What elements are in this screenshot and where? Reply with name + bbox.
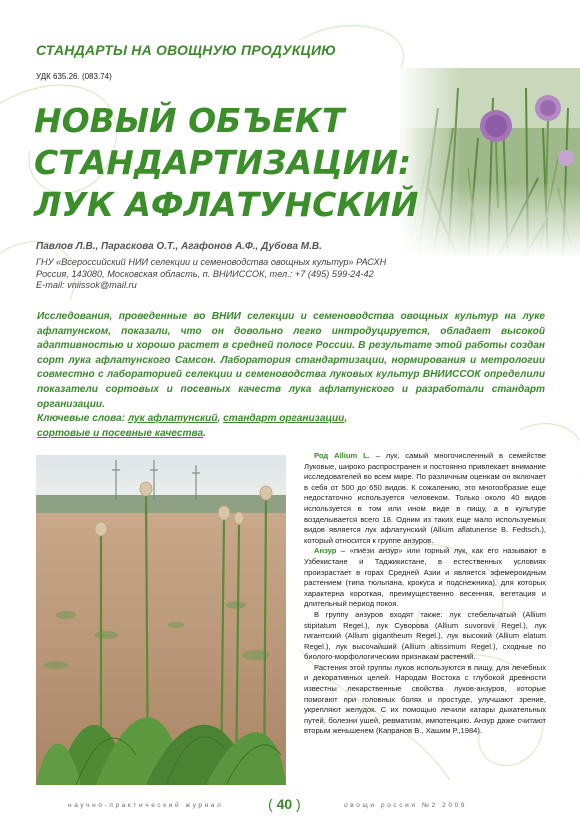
article-body [304, 451, 546, 737]
keywords-line [37, 412, 545, 441]
title-line-2: СТАНДАРТИЗАЦИИ: [34, 143, 412, 182]
page-number-value: 40 [276, 796, 293, 812]
section-label: СТАНДАРТЫ НА ОВОЩНУЮ ПРОДУКЦИЮ [36, 42, 337, 58]
keyword-2[interactable]: стандарт организации [223, 413, 345, 425]
affiliation-block [36, 257, 386, 292]
keyword-1[interactable]: лук афлатунский [127, 413, 218, 425]
abstract-text: Исследования, проведенные во ВНИИ селекции и семеноводства овощных культур на луке афлатунском, показали, что он довольно легко интродуцируется, обладает высокой адаптивностью и хорошо растет в средней полосе России. В результате этой работы создан сорт лука афлатунского Самсон. Лаборатория стандартизации, нормирования и метрологии совместно с лабораторией селекции и семеноводства луковых культур ВНИИССОК определили показатели сортовых и посевных качеств лука афлатунского и разработали стандарт организации. [37, 311, 545, 410]
keyword-separator-1: , [217, 413, 224, 425]
article-title [34, 100, 454, 226]
allium-field-illustration [36, 455, 286, 785]
affiliation-email[interactable]: E-mail: vniissok@mail.ru [36, 280, 137, 290]
keywords-label: Ключевые слова: [37, 413, 126, 425]
page-number [268, 796, 301, 812]
paragraph-4: Растения этой группы луков используются в пищу, для лечебных и декоративных целей. Народам Востока с глубокой древности известны лекарственные свойства луков-анзуров, которые помогают при головных болях и простуде, улучшают зрение, укрепляют желудок. С их помощью лечили катары дыхательных путей, болезни ушей, ревматизм, импотенцию. Анзур даже считают вторым женьшенем (Капранов В., Хашим Р.,1984). [304, 662, 546, 736]
affiliation-institute: ГНУ «Всероссийский НИИ селекции и семеноводства овощных культур» РАСХН [36, 257, 387, 267]
title-line-3: ЛУК АФЛАТУНСКИЙ [34, 185, 419, 224]
paragraph-3: В группу анзуров входят также: лук стебельчатый (Allium stipitatum Regel.), лук Суворова (Allium suvorovii Regel.), лук гигантский (Allium gigantheum Regel.), лук высокий (Allium elatum Regel.), лук высочайший (Allium altissimum Regel.), сходные по биолого-морфологическим признакам растений. [304, 609, 546, 662]
keyword-separator-2: , [344, 413, 348, 425]
affiliation-address: Россия, 143080, Московская область, п. ВНИИССОК, тел.: +7 (495) 599-24-42 [36, 268, 374, 279]
paragraph-1-text: – лук, самый многочисленный в семействе Луковые, широко распространен и постоянно привлекает внимание исследователей во всем мире. По различным оценкам он включает в себя от 500 до 650 видов. К сожалению, это многообразие еще недостаточно используется человеком. Только около 40 видов используется в том или ином виде в пищу, а в культуре возделывается всего 18. Одним из таких еще мало используемых видов является лук афлатунский (Allium aflatunense B. Fedtsch.), который относится к группе анзуров. [304, 451, 547, 545]
title-line-1: НОВЫЙ ОБЪЕКТ [34, 101, 345, 140]
page-number-close: ) [296, 796, 301, 812]
keywords-end: . [203, 427, 206, 439]
allium-field-photo [36, 455, 286, 785]
paragraph-2 [304, 546, 546, 610]
page-footer [0, 796, 580, 816]
paragraph-2-text: – «пиёзи анзур» или горный лук, как его называют в Узбекистане и Таджикистане, в естественных условиях произрастает в горах Средней Азии и является эфемероидным растением (типа тюльпана, крокуса и подснежника), для которых характерна короткая, преимущественно весенняя, вегетация и длительный период покоя. [304, 546, 546, 609]
author-list: Павлов Л.В., Параскова О.Т., Агафонов А.Ф., Дубова М.В. [36, 241, 322, 252]
footer-journal-type: научно-практический журнал [68, 802, 224, 809]
udk-code: УДК 635.26. (083.74) [36, 72, 112, 81]
paragraph-1 [304, 451, 546, 546]
footer-journal-issue: овощи россии №2 2009 [344, 802, 468, 809]
page-number-open: ( [268, 796, 273, 812]
keyword-3[interactable]: сортовые и посевные качества [37, 427, 204, 439]
paragraph-1-lead: Род Allium L. [314, 451, 370, 460]
abstract [37, 310, 545, 441]
paragraph-2-lead: Анзур [314, 546, 337, 556]
